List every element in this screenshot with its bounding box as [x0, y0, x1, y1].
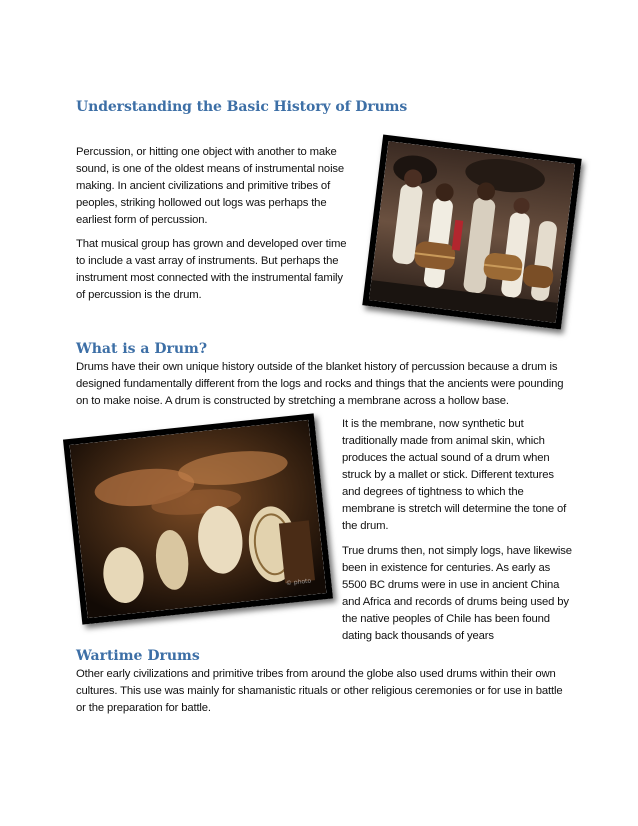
intro-paragraph-1: Percussion, or hitting one object with another to make sound, is one of the oldest means of instrumental noise making. In ancient civilizations and primitive tribes of peoples, striking hollowed out logs was perhaps the earliest form of percussion. — [76, 146, 345, 226]
section-heading-what-is-a-drum: What is a Drum? — [76, 341, 208, 357]
page-title: Understanding the Basic History of Drums — [76, 99, 408, 115]
hand-drums-photo — [63, 413, 333, 624]
what-is-paragraph-3: True drums then, not simply logs, have likewise been in existence for centuries. As early as 5500 BC drums were in use in ancient China and Africa and records of drums being used by the native peoples of Chile has been found dating back thousands of years — [342, 545, 572, 642]
intro-paragraph-2: That musical group has grown and developed over time to include a vast array of instruments. But perhaps the instrument most connected with the instrumental family of percussion is the drum. — [76, 238, 347, 301]
section-heading-wartime-drums: Wartime Drums — [76, 648, 200, 664]
drummers-procession-photo — [362, 134, 581, 329]
photo-watermark: © photo — [285, 577, 312, 588]
what-is-paragraph-1: Drums have their own unique history outside of the blanket history of percussion because a drum is designed fundamentally different from the logs and rocks and things that the ancients were pounding on to make noise. A drum is constructed by stretching a membrane across a hollow base. — [76, 361, 564, 407]
what-is-paragraph-2: It is the membrane, now synthetic but traditionally made from animal skin, which produces the actual sound of a drum when struck by a mallet or stick. Different textures and degrees of tightness to which the membrane is stretch will determine the tone of the drum. — [342, 418, 567, 532]
wartime-paragraph-1: Other early civilizations and primitive tribes from around the globe also used drums within their own cultures. This use was mainly for shamanistic rituals or other religious ceremonies or for use in battle or the preparation for battle. — [76, 668, 563, 714]
